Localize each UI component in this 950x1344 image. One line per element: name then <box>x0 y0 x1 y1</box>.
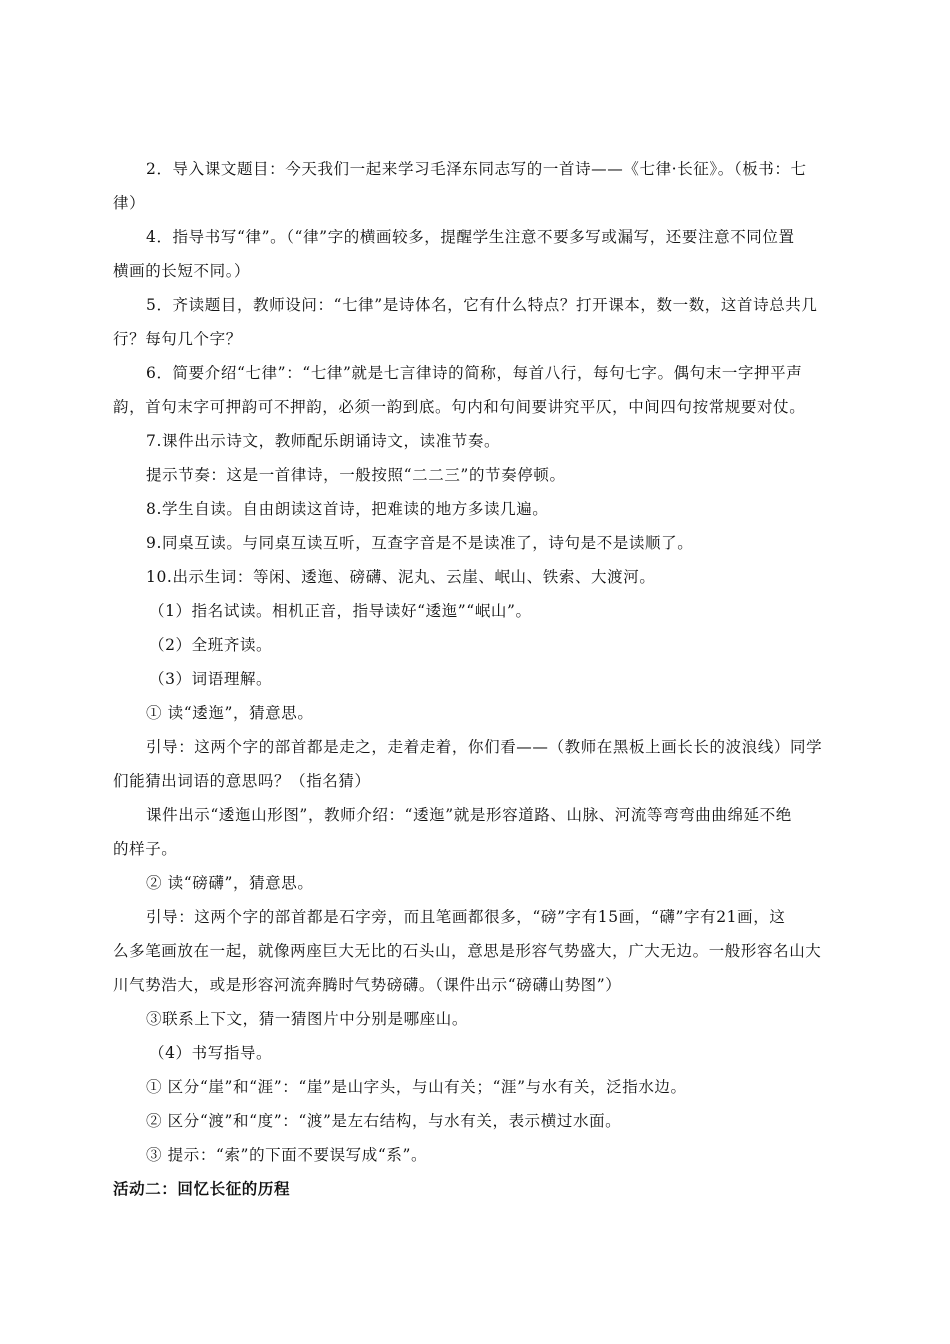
paragraph-line: ① 区分“崖”和“涯”：“崖”是山字头，与山有关；“涯”与水有关，泛指水边。 <box>146 1078 687 1096</box>
section-heading: 活动二：回忆长征的历程 <box>113 1180 291 1198</box>
paragraph-line: 9.同桌互读。与同桌互读互听，互查字音是不是读准了，诗句是不是读顺了。 <box>146 534 694 552</box>
paragraph-line: 2．导入课文题目：今天我们一起来学习毛泽东同志写的一首诗——《七律·长征》。（板书：七 <box>146 160 807 178</box>
paragraph-line: ③联系上下文，猜一猜图片中分别是哪座山。 <box>146 1010 469 1028</box>
document-body <box>113 152 863 1206</box>
paragraph-line: 10.出示生词：等闲、逶迤、磅礴、泥丸、云崖、岷山、铁索、大渡河。 <box>146 568 656 586</box>
paragraph-line: 5．齐读题目，教师设问：“七律”是诗体名，它有什么特点？打开课本，数一数，这首诗总共几 <box>146 296 818 314</box>
paragraph-line: 7.课件出示诗文，教师配乐朗诵诗文，读准节奏。 <box>146 432 501 450</box>
paragraph-line: 行？每句几个字？ <box>113 330 242 348</box>
paragraph-line: （4）书写指导。 <box>149 1044 273 1062</box>
paragraph-line: 8.学生自读。自由朗读这首诗，把难读的地方多读几遍。 <box>146 500 549 518</box>
paragraph-line: 么多笔画放在一起，就像两座巨大无比的石头山，意思是形容气势盛大，广大无边。一般形容名山大 <box>113 942 822 960</box>
paragraph-line: 4．指导书写“律”。（“律”字的横画较多，提醒学生注意不要多写或漏写，还要注意不同位置 <box>146 228 795 246</box>
paragraph-line: 们能猜出词语的意思吗？（指名猜） <box>113 772 371 790</box>
paragraph-line: 横画的长短不同。） <box>113 262 251 280</box>
paragraph-line: （2）全班齐读。 <box>149 636 273 654</box>
paragraph-line: ③ 提示：“索”的下面不要误写成“系”。 <box>146 1146 428 1164</box>
paragraph-line: 课件出示“逶迤山形图”，教师介绍：“逶迤”就是形容道路、山脉、河流等弯弯曲曲绵延不绝 <box>146 806 792 824</box>
paragraph-line: 的样子。 <box>113 840 178 858</box>
paragraph-line: 川气势浩大，或是形容河流奔腾时气势磅礴。（课件出示“磅礴山势图”） <box>113 976 622 994</box>
paragraph-line: 提示节奏：这是一首律诗，一般按照“二二三”的节奏停顿。 <box>146 466 566 484</box>
paragraph-line: （1）指名试读。相机正音，指导读好“逶迤”“岷山”。 <box>149 602 532 620</box>
paragraph-line: 引导：这两个字的部首都是走之，走着走着，你们看——（教师在黑板上画长长的波浪线）同学 <box>146 738 823 756</box>
paragraph-line: 律） <box>113 194 146 212</box>
paragraph-line: ② 区分“渡”和“度”：“渡”是左右结构，与水有关，表示横过水面。 <box>146 1112 622 1130</box>
paragraph-line: ① 读“逶迤”，猜意思。 <box>146 704 314 722</box>
paragraph-line: （3）词语理解。 <box>149 670 273 688</box>
paragraph-line: 韵，首句末字可押韵可不押韵，必须一韵到底。句内和句间要讲究平仄，中间四句按常规要对仗。 <box>113 398 806 416</box>
paragraph-line: 6．简要介绍“七律”：“七律”就是七言律诗的简称，每首八行，每句七字。偶句末一字押平声 <box>146 364 803 382</box>
paragraph-line: 引导：这两个字的部首都是石字旁，而且笔画都很多，“磅”字有15画，“礴”字有21画，这 <box>146 908 786 926</box>
paragraph-line: ② 读“磅礴”，猜意思。 <box>146 874 314 892</box>
